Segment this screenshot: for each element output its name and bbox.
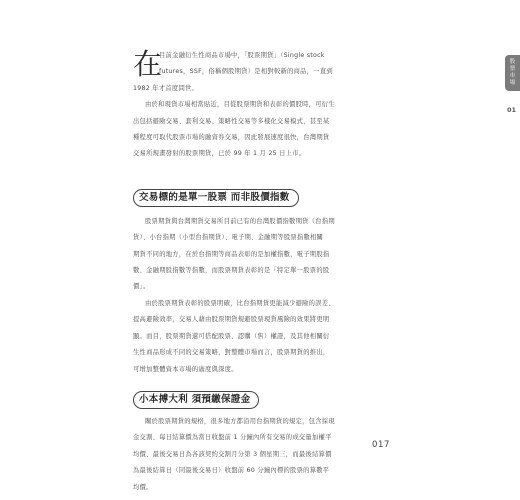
drop-cap: 在 <box>133 47 163 81</box>
text-line: 交易所規畫發射的股票期貨，已於 99 年 1 月 25 日上市。 <box>133 150 306 158</box>
text-line: 1982 年才首度問世。 <box>133 84 199 92</box>
chapter-number: 01 <box>506 106 516 114</box>
body-paragraph <box>133 414 401 496</box>
text-line: 貨）、小台指期（小型台指期貨）、電子期、金融期等股票指數相關 <box>133 234 324 242</box>
body-paragraph <box>133 214 401 296</box>
section-heading-wrap <box>133 387 401 409</box>
text-line: 價」。 <box>133 283 150 291</box>
text-line: 生性商品形成不同的交易策略，對整體市場而言，股票期貨的推出， <box>133 349 330 357</box>
text-line: 目前金融衍生性商品市場中，「股票期貨」（Single stock <box>159 52 325 59</box>
tab-char: 市 <box>509 73 516 79</box>
text-line: 金交割、每日結算價為當日收盤前 1 分鐘內所有交易的成交量加權平 <box>133 434 332 442</box>
text-line: 可增加整體資本市場的廣度與深度。 <box>133 365 238 373</box>
text-line: 均價。 <box>133 483 153 491</box>
text-line: futures，SSF，俗稱個股期貨）是相對較新的商品，一直到 <box>159 68 333 76</box>
text-line: 數、金融期股指數等指數，而股票期貨表彰的是「特定單一股票的股 <box>133 267 330 275</box>
section-heading-wrap <box>133 185 401 207</box>
text-line: 出包括避險交易、套利交易、策略性交易等多樣化交易模式，甚至某 <box>133 117 330 125</box>
tab-char: 股 <box>509 59 516 65</box>
section-heading: 交易標的是單一股票 而非股價指數 <box>133 189 299 207</box>
text-line: 期貨不同的地方，在於台指期等商品表彰的是加權指數，電子期股指 <box>133 250 330 258</box>
text-line: 由於和現貨市場相當貼近，目從股票期貨和表彰的價股時，可衍生 <box>145 101 335 109</box>
chapter-tab <box>505 55 520 91</box>
text-line: 顯。而目，股票期貨還可搭配股票、認購（售）權證，及其他相關衍 <box>133 332 330 340</box>
text-line: 股票期貨與台灣期貨交易所目前已有的台灣股價指數期貨（台指期 <box>145 217 335 225</box>
text-line: 均價、最後交易日為各該契約交割月分第 3 個星期三，而最後結算價 <box>133 450 332 458</box>
body-paragraph <box>133 97 401 163</box>
section-heading: 小本搏大利 須預繳保證金 <box>133 391 259 409</box>
page-number: 017 <box>372 440 391 450</box>
text-line: 關於股票期貨的規格，很多地方都沿用台指期貨的規定，包含採現 <box>145 417 335 425</box>
text-line: 由於股票期貨表彰的股票明確，比台指期貨更能減少避險的誤差、 <box>145 299 335 307</box>
text-line: 提高避險效率，交易人藉由股票期貨規避股票現貨風險的效果將更明 <box>133 316 330 324</box>
text-line: 種程度可取代股票市場的融資券交易，因此發展速度很快，台灣期貨 <box>133 134 330 142</box>
body-paragraph <box>133 296 401 378</box>
text-line: 為最後結算日（同最後交易日）收盤前 60 分鐘內標的股票的算數平 <box>133 467 330 475</box>
intro-paragraph <box>133 48 401 97</box>
tab-char: 場 <box>509 80 516 86</box>
page-content <box>133 48 401 496</box>
tab-char: 票 <box>509 66 516 72</box>
